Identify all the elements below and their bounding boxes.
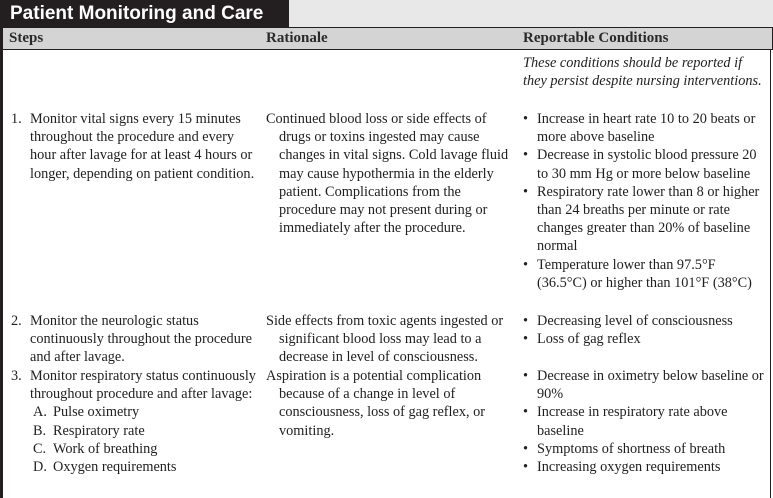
step-1 <box>11 110 263 183</box>
condition-item: • Symptoms of shortness of breath <box>523 440 768 458</box>
condition-item: • Increase in heart rate 10 to 20 beats or more above baseline <box>523 110 768 146</box>
condition-item: • Increasing oxygen requirements <box>523 458 768 476</box>
condition-item: • Respiratory rate lower than 8 or higher than 24 breaths per minute or rate changes greater than 20% of baseline normal <box>523 183 768 256</box>
reporting-note: These conditions should be reported if they persist despite nursing interventions. <box>523 55 762 90</box>
subitem: C. Work of breathing <box>33 440 158 457</box>
column-header-steps: Steps <box>9 30 44 46</box>
conditions-list-1 <box>523 110 768 292</box>
step-text: Monitor the neurologic status continuously throughout the procedure and after lavage. <box>30 313 252 366</box>
step-text: Monitor respiratory status continuously throughout procedure and after lavage: <box>30 368 256 403</box>
column-header-rationale: Rationale <box>266 30 328 46</box>
step-text: Monitor vital signs every 15 minutes throughout the procedure and every hour after lavage for at least 4 hours or longer, depending on patient condition. <box>30 111 255 182</box>
subitem: D. Oxygen requirements <box>33 459 177 476</box>
condition-item: • Decrease in oximetry below baseline or 90% <box>523 367 768 403</box>
condition-item: • Increase in respiratory rate above baseline <box>523 403 768 439</box>
step-number: 1. <box>11 111 22 127</box>
step-subitems <box>33 403 263 476</box>
table-header <box>0 27 773 50</box>
subitem: A. Pulse oximetry <box>33 404 140 421</box>
condition-item: • Decreasing level of consciousness <box>523 312 768 330</box>
column-header-reportable-conditions: Reportable Conditions <box>523 30 669 46</box>
rationale-2: Side effects from toxic agents ingested or significant blood loss may lead to a decrease in level of consciousness. <box>266 313 504 366</box>
rationale-1: Continued blood loss or side effects of drugs or toxins ingested may cause changes in vital signs. Cold lavage fluid may cause hypothermia in the elderly patient. Complications from the procedure may not present during or immediately after the procedure. <box>266 111 509 237</box>
step-3 <box>11 367 263 476</box>
condition-item: • Loss of gag reflex <box>523 330 768 348</box>
conditions-list-3 <box>523 367 768 476</box>
step-number: 3. <box>11 368 22 384</box>
condition-item: • Temperature lower than 97.5°F (36.5°C) or higher than 101°F (38°C) <box>523 256 768 292</box>
step-number: 2. <box>11 313 22 329</box>
page-title: Patient Monitoring and Care <box>0 0 289 27</box>
step-2 <box>11 312 263 367</box>
subitem: B. Respiratory rate <box>33 422 145 439</box>
condition-item: • Decrease in systolic blood pressure 20 to 30 mm Hg or more below baseline <box>523 146 768 182</box>
conditions-list-2 <box>523 312 768 348</box>
rationale-3: Aspiration is a potential complication because of a change in level of consciousness, loss of gag reflex, or vomiting. <box>266 368 486 439</box>
